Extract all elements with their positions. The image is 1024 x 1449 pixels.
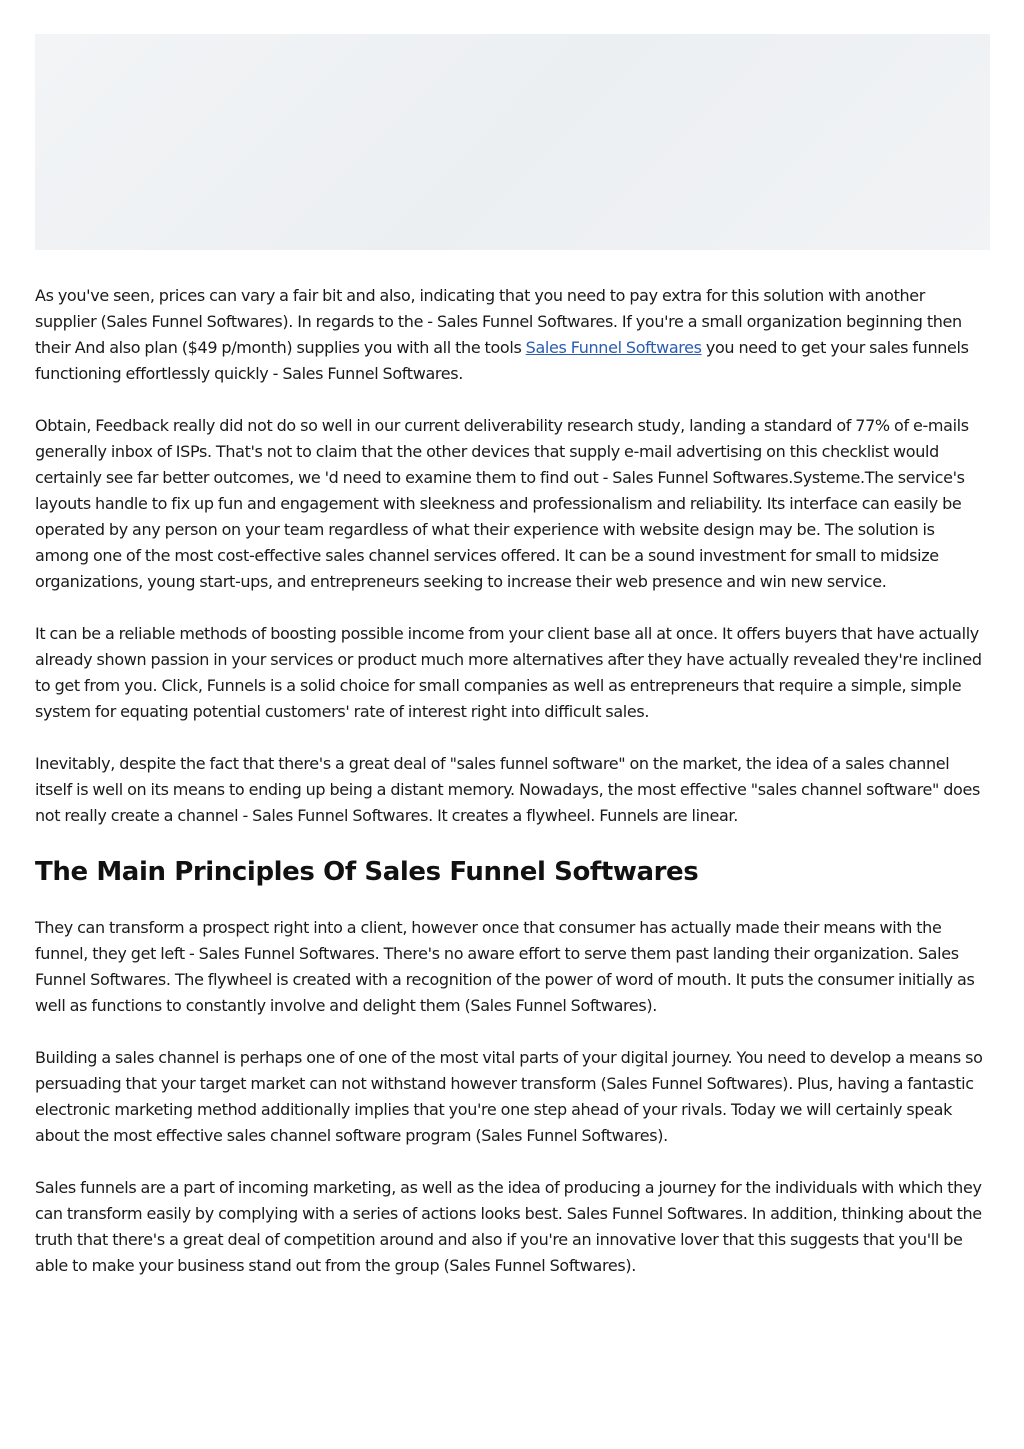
paragraph-4: Inevitably, despite the fact that there's a great deal of "sales funnel software" on the market, the idea of a sales channel itself is well on its means to ending up being a distant memory. Nowadays, the most effective "sales channel software" does not really create a channel - Sales Funnel Softwares. It creates a flywheel. Funnels are linear. (35, 754, 980, 825)
section-heading: The Main Principles Of Sales Funnel Softwares (35, 857, 699, 887)
paragraph-2: Obtain, Feedback really did not do so well in our current deliverability research study, landing a standard of 77% of e-mails generally inbox of ISPs. That's not to claim that the other devices that supply e-mail advertising on this checklist would certainly see far better outcomes, we 'd need to examine them to find out - Sales Funnel Softwares.Systeme.The service's layouts handle to fix up fun and engagement with sleekness and professionalism and reliability. Its interface can easily be operated by any person on your team regardless of what their experience with website design may be. The solution is among one of the most cost-effective sales channel services offered. It can be a sound investment for small to midsize organizations, young start-ups, and entrepreneurs seeking to increase their web presence and win new service. (35, 416, 969, 591)
paragraph-1 (35, 283, 990, 387)
article-body (35, 283, 990, 1279)
paragraph-6: Building a sales channel is perhaps one of one of the most vital parts of your digital journey. You need to develop a means so persuading that your target market can not withstand however transform (Sales Funnel Softwares). Plus, having a fantastic electronic marketing method additionally implies that you're one step ahead of your rivals. Today we will certainly speak about the most effective sales channel software program (Sales Funnel Softwares). (35, 1048, 983, 1145)
paragraph-1-before-link: As you've seen, prices can vary a fair bit and also, indicating that you need to pay extra for this solution with another supplier (Sales Funnel Softwares). In regards to the - Sales Funnel Softwares. If you're a small organization beginning then their And also plan ($49 p/month) supplies you with all the tools (35, 286, 962, 357)
paragraph-7: Sales funnels are a part of incoming marketing, as well as the idea of producing a journey for the individuals with which they can transform easily by complying with a series of actions looks best. Sales Funnel Softwares. In addition, thinking about the truth that there's a great deal of competition around and also if you're an innovative lover that this suggests that you'll be able to make your business stand out from the group (Sales Funnel Softwares). (35, 1178, 982, 1275)
paragraph-3: It can be a reliable methods of boosting possible income from your client base all at once. It offers buyers that have actually already shown passion in your services or product much more alternatives after they have actually revealed they're inclined to get from you. Click, Funnels is a solid choice for small companies as well as entrepreneurs that require a simple, simple system for equating potential customers' rate of interest right into difficult sales. (35, 624, 982, 721)
sales-funnel-softwares-link[interactable]: Sales Funnel Softwares (525, 338, 702, 357)
paragraph-1-after-link: you need to get your sales funnels functioning effortlessly quickly - Sales Funnel Softwares. (35, 338, 969, 383)
hero-image-placeholder (35, 34, 990, 250)
page (35, 34, 990, 1305)
paragraph-5: They can transform a prospect right into a client, however once that consumer has actually made their means with the funnel, they get left - Sales Funnel Softwares. There's no aware effort to serve them past landing their organization. Sales Funnel Softwares. The flywheel is created with a recognition of the power of word of mouth. It puts the consumer initially as well as functions to constantly involve and delight them (Sales Funnel Softwares). (35, 918, 975, 1015)
